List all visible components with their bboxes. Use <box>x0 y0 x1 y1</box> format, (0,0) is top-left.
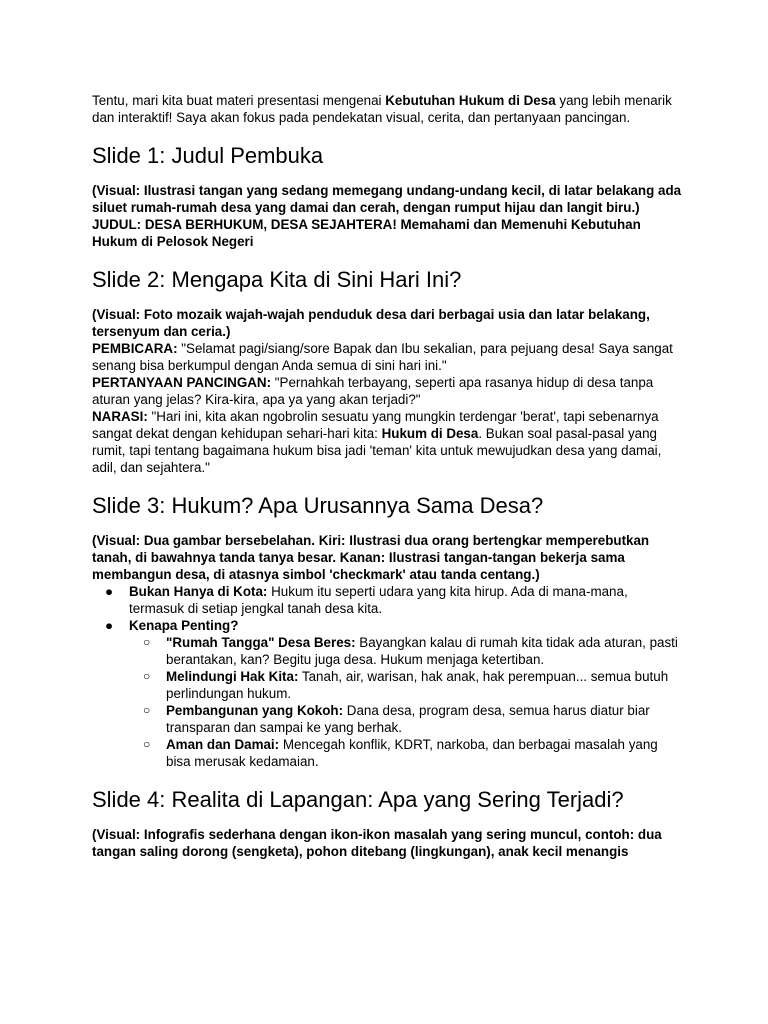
sub-bullet-list <box>129 634 684 770</box>
slide1-judul: JUDUL: DESA BERHUKUM, DESA SEJAHTERA! Memahami dan Memenuhi Kebutuhan Hukum di Pelosok Negeri <box>92 217 641 249</box>
slide1-visual: (Visual: Ilustrasi tangan yang sedang memegang undang-undang kecil, di latar belakang ada siluet rumah-rumah desa yang damai dan cerah, dengan rumput hijau dan langit biru.) <box>92 183 682 215</box>
slide3-section <box>92 492 684 770</box>
narasi-text: "Hari ini, kita akan ngobrolin sesuatu yang mungkin terdengar 'berat', tapi sebenarnya sangat dekat dengan kehidupan sehari-hari kita: <box>92 409 659 441</box>
slide4-section <box>92 786 684 860</box>
narasi-label: NARASI: <box>92 409 148 424</box>
sub-bullet-label: Aman dan Damai: <box>166 737 280 752</box>
intro-paragraph <box>92 92 684 126</box>
list-item <box>129 634 684 668</box>
bullet-label: Bukan Hanya di Kota: <box>129 584 268 599</box>
slide2-pertanyaan <box>92 374 684 408</box>
list-item <box>92 617 684 770</box>
pertanyaan-label: PERTANYAAN PANCINGAN: <box>92 375 272 390</box>
sub-bullet-label: "Rumah Tangga" Desa Beres: <box>166 635 356 650</box>
sub-bullet-text: Tanah, air, warisan, hak anak, hak perempuan... semua butuh perlindungan hukum. <box>166 669 669 701</box>
intro-bold-topic: Kebutuhan Hukum di Desa <box>385 93 556 108</box>
bullet-label: Kenapa Penting? <box>129 618 239 633</box>
slide2-visual: (Visual: Foto mozaik wajah-wajah penduduk desa dari berbagai usia dan latar belakang, tersenyum dan ceria.) <box>92 307 650 339</box>
sub-bullet-marker: ○ <box>143 737 151 751</box>
intro-text: Tentu, mari kita buat materi presentasi mengenai <box>92 93 386 108</box>
list-item <box>129 668 684 702</box>
bullet-text: Hukum itu seperti udara yang kita hirup. Ada di mana-mana, termasuk di setiap jengkal tanah desa kita. <box>129 584 628 616</box>
slide2-section <box>92 266 684 476</box>
slide2-pembicara <box>92 340 684 374</box>
sub-bullet-marker: ○ <box>143 669 151 683</box>
slide1-heading: Slide 1: Judul Pembuka <box>92 143 324 168</box>
narasi-text-end: . Bukan soal pasal-pasal yang rumit, tapi tentang bagaimana hukum bisa jadi 'teman' kita untuk mewujudkan desa yang damai, adil, dan sejahtera." <box>92 426 662 475</box>
slide3-visual: (Visual: Dua gambar bersebelahan. Kiri: Ilustrasi dua orang bertengkar memperebutkan tanah, di bawahnya tanda tanya besar. Kanan: Ilustrasi tangan-tangan bekerja sama membangun desa, di atasnya simbol 'checkmark' atau tanda centang.) <box>92 533 650 582</box>
sub-bullet-label: Melindungi Hak Kita: <box>166 669 299 684</box>
sub-bullet-text: Bayangkan kalau di rumah kita tidak ada aturan, pasti berantakan, kan? Begitu juga desa. Hukum menjaga ketertiban. <box>166 635 678 667</box>
intro-text-end: yang lebih menarik dan interaktif! Saya akan fokus pada pendekatan visual, cerita, dan pertanyaan pancingan. <box>92 93 672 125</box>
bullet-marker: ● <box>105 584 114 599</box>
list-item <box>92 583 684 617</box>
sub-bullet-text: Dana desa, program desa, semua harus diatur biar transparan dan sampai ke yang berhak. <box>166 703 650 735</box>
document-page <box>92 92 684 876</box>
pertanyaan-text: "Pernahkah terbayang, seperti apa rasanya hidup di desa tanpa aturan yang jelas? Kira-kira, apa ya yang akan terjadi?" <box>92 375 654 407</box>
slide3-bullet-list <box>92 583 684 770</box>
slide1-section <box>92 142 684 250</box>
slide4-heading: Slide 4: Realita di Lapangan: Apa yang Sering Terjadi? <box>92 787 624 812</box>
list-item <box>129 736 684 770</box>
bullet-marker: ● <box>105 618 114 633</box>
slide2-narasi <box>92 408 684 476</box>
narasi-bold: Hukum di Desa <box>381 426 479 441</box>
sub-bullet-text: Mencegah konflik, KDRT, narkoba, dan berbagai masalah yang bisa merusak kedamaian. <box>166 737 658 769</box>
pembicara-text: "Selamat pagi/siang/sore Bapak dan Ibu sekalian, para pejuang desa! Saya sangat senang bisa berkumpul dengan Anda semua di sini hari ini." <box>92 341 673 373</box>
sub-bullet-marker: ○ <box>143 635 151 649</box>
slide2-heading: Slide 2: Mengapa Kita di Sini Hari Ini? <box>92 267 462 292</box>
slide3-heading: Slide 3: Hukum? Apa Urusannya Sama Desa? <box>92 493 544 518</box>
pembicara-label: PEMBICARA: <box>92 341 178 356</box>
slide4-visual: (Visual: Infografis sederhana dengan ikon-ikon masalah yang sering muncul, contoh: dua tangan saling dorong (sengketa), pohon ditebang (lingkungan), anak kecil menangis <box>92 827 662 859</box>
sub-bullet-marker: ○ <box>143 703 151 717</box>
sub-bullet-label: Pembangunan yang Kokoh: <box>166 703 344 718</box>
list-item <box>129 702 684 736</box>
